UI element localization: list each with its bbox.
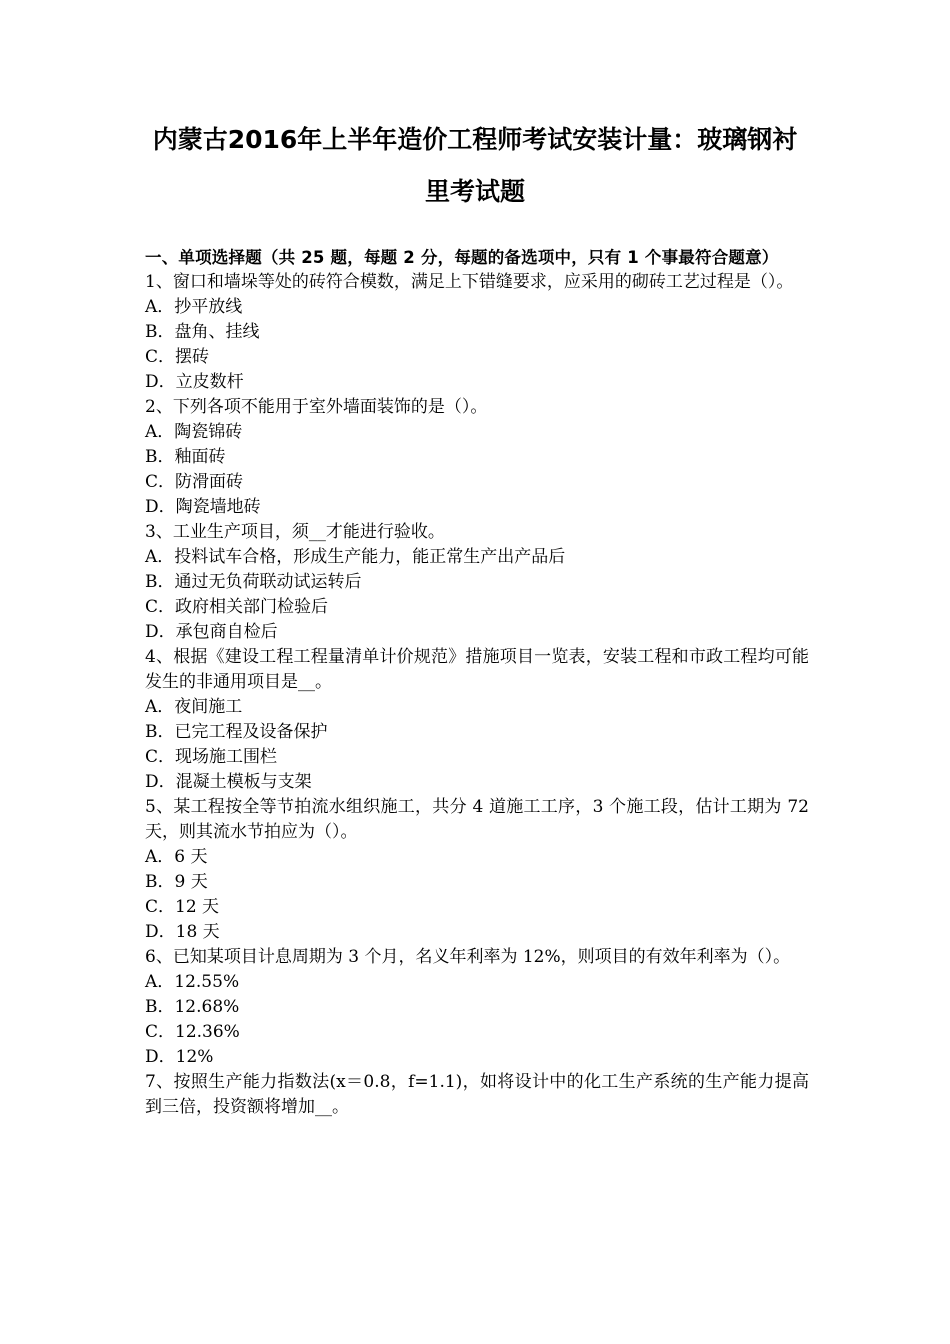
title-line-1: 内蒙古2016年上半年造价工程师考试安装计量：玻璃钢衬 — [152, 125, 798, 154]
answer-option: B．通过无负荷联动试运转后 — [145, 572, 362, 592]
question-list — [145, 270, 809, 1120]
answer-option: B．12.68% — [145, 997, 240, 1017]
answer-option: D．18 天 — [145, 922, 220, 942]
answer-option: C．12 天 — [145, 897, 220, 917]
answer-option: A．12.55% — [145, 972, 240, 992]
answer-option: C．12.36% — [145, 1022, 240, 1042]
question-stem: 4、根据《建设工程工程量清单计价规范》措施项目一览表，安装工程和市政工程均可能发生的非通用项目是__。 — [145, 647, 809, 692]
answer-option: C．防滑面砖 — [145, 472, 244, 492]
answer-option: B．9 天 — [145, 872, 208, 892]
answer-option: D．12% — [145, 1047, 214, 1067]
answer-option: D．承包商自检后 — [145, 622, 278, 642]
answer-option: A．夜间施工 — [145, 697, 243, 717]
question-stem: 7、按照生产能力指数法(x＝0.8，f=1.1)，如将设计中的化工生产系统的生产能力提高到三倍，投资额将增加__。 — [145, 1072, 809, 1117]
question-block — [145, 945, 809, 1070]
answer-option: A．6 天 — [145, 847, 208, 867]
section-heading: 一、单项选择题（共 25 题，每题 2 分，每题的备选项中，只有 1 个事最符合题意） — [145, 248, 779, 267]
document-body — [145, 245, 809, 1120]
answer-option: C．摆砖 — [145, 347, 210, 367]
answer-option: D．混凝土模板与支架 — [145, 772, 312, 792]
question-stem: 6、已知某项目计息周期为 3 个月，名义年利率为 12%，则项目的有效年利率为（）。 — [145, 947, 791, 967]
answer-option: A．抄平放线 — [145, 297, 243, 317]
answer-option: B．已完工程及设备保护 — [145, 722, 328, 742]
answer-option: D．立皮数杆 — [145, 372, 244, 392]
answer-option: A．投料试车合格，形成生产能力，能正常生产出产品后 — [145, 547, 566, 567]
question-block — [145, 520, 809, 645]
question-stem: 3、工业生产项目，须__才能进行验收。 — [145, 522, 445, 542]
answer-option: D．陶瓷墙地砖 — [145, 497, 261, 517]
answer-option: C．政府相关部门检验后 — [145, 597, 329, 617]
answer-option: C．现场施工围栏 — [145, 747, 278, 767]
question-block — [145, 1070, 809, 1120]
question-stem: 2、下列各项不能用于室外墙面装饰的是（）。 — [145, 397, 488, 417]
answer-option: B．釉面砖 — [145, 447, 226, 467]
question-stem: 1、窗口和墙垛等处的砖符合模数，满足上下错缝要求，应采用的砌砖工艺过程是（）。 — [145, 272, 794, 292]
answer-option: A．陶瓷锦砖 — [145, 422, 243, 442]
question-stem: 5、某工程按全等节拍流水组织施工，共分 4 道施工工序，3 个施工段，估计工期为 72 天，则其流水节拍应为（）。 — [145, 797, 809, 842]
answer-option: B．盘角、挂线 — [145, 322, 260, 342]
question-block — [145, 645, 809, 795]
question-block — [145, 395, 809, 520]
question-block — [145, 795, 809, 945]
document-title — [120, 114, 830, 218]
title-line-2: 里考试题 — [424, 177, 525, 206]
question-block — [145, 270, 809, 395]
